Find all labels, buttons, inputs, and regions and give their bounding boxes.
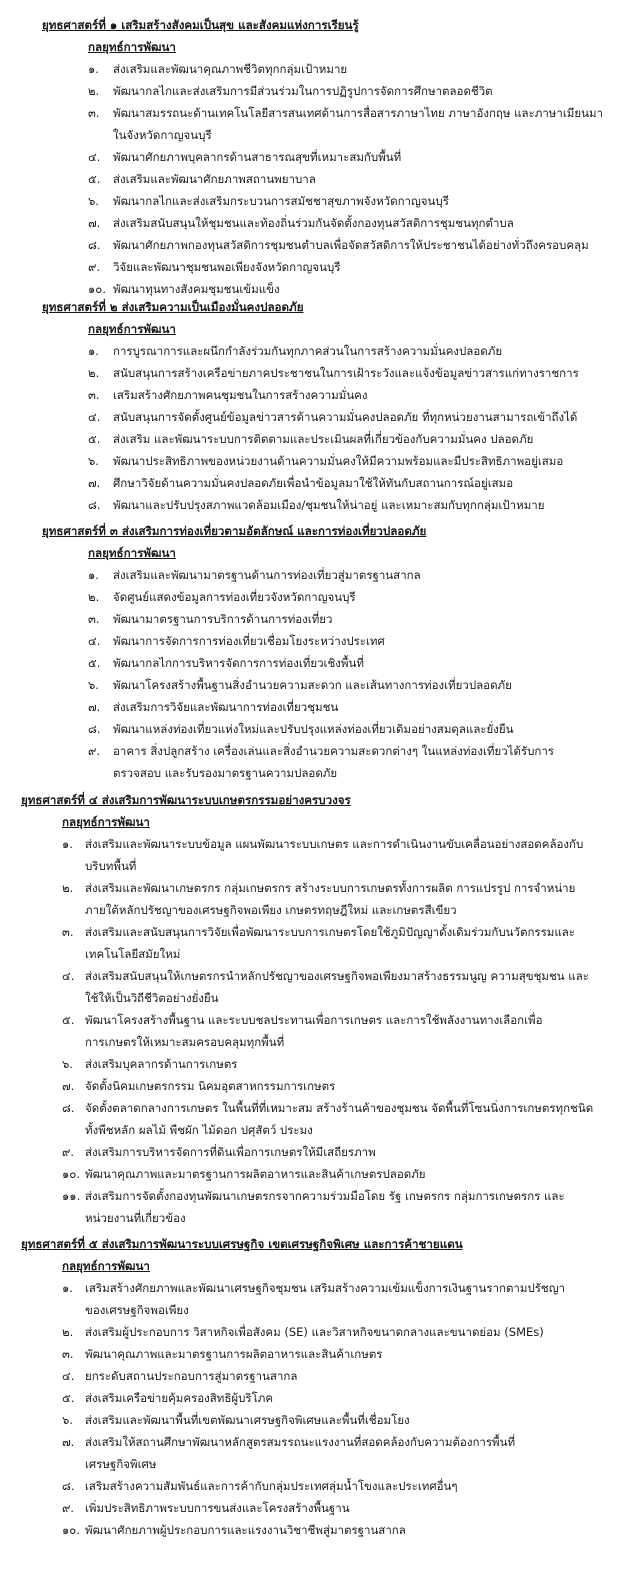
item-number: ๖. [62,1057,73,1071]
item-text: ทั้งพืชหลัก ผลไม้ พืชผัก ไม้ดอก ปศุสัตว์ ประมง [85,1123,313,1137]
item-text: ส่งเสริมและพัฒนามาตรฐานด้านการท่องเที่ยวสู่มาตรฐานสากล [113,568,421,582]
list-item [0,1343,626,1365]
item-number: ๑๐. [88,282,106,296]
list-item [0,1321,626,1343]
item-number: ๙. [62,1145,75,1159]
item-number: ๓. [88,106,100,120]
item-text: การเกษตรให้เหมาะสมครอบคลุมทุกพื้นที่ [85,1035,285,1049]
item-text: ส่งเสริมและพัฒนาเกษตรกร กลุ่มเกษตรกร สร้างระบบการเกษตรทั้งการผลิต การแปรรูป การจำหน่าย [85,881,576,895]
list-item [0,1387,626,1409]
item-text: จัดศูนย์แสดงข้อมูลการท่องเที่ยวจังหวัดกาญจนบุรี [113,590,356,604]
list-item [0,212,626,234]
item-text: ยกระดับสถานประกอบการสู่มาตรฐานสากล [85,1369,298,1383]
item-text: จัดตั้งนิคมเกษตรกรรม นิคมอุตสาหกรรมการเกษตร [85,1079,336,1093]
item-number: ๔. [88,150,101,164]
list-item [0,921,626,965]
item-text: วิจัยและพัฒนาชุมชนพอเพียงจังหวัดกาญจนบุรี [113,260,341,274]
item-number: ๓. [62,1347,74,1361]
list-item [0,877,626,921]
list-item [0,1097,626,1141]
strategy-2 [0,296,626,516]
list-item [0,1185,626,1229]
list-item [0,674,626,696]
item-number: ๘. [88,498,101,512]
strategy-subtitle: กลยุทธ์การพัฒนา [88,40,176,54]
item-number: ๒. [88,84,100,98]
list-item [0,362,626,384]
list-item [0,564,626,586]
item-text: พัฒนาและปรับปรุงสภาพแวดล้อมเมือง/ชุมชนให้น่าอยู่ และเหมาะสมกับทุกกลุ่มเป้าหมาย [113,498,545,512]
item-text: เทคโนโลยีสมัยใหม่ [85,947,181,961]
strategy-subtitle: กลยุทธ์การพัฒนา [62,1259,150,1273]
list-item [0,494,626,516]
item-number: ๗. [62,1435,75,1449]
item-text: ส่งเสริมและพัฒนาระบบข้อมูล แผนพัฒนาระบบเกษตร และการดำเนินงานขับเคลื่อนอย่างสอดคล้องกับ [85,837,584,851]
item-text: พัฒนากลไกและส่งเสริมการมีส่วนร่วมในการปฏิรูปการจัดการศึกษาตลอดชีวิต [113,84,493,98]
item-number: ๒. [62,881,74,895]
list-item [0,586,626,608]
strategy-list [0,340,626,516]
item-number: ๔. [62,1369,75,1383]
list-item [0,1431,626,1475]
item-text: ส่งเสริมการบริหารจัดการที่ดินเพื่อการเกษตรให้มีเสถียรภาพ [85,1145,376,1159]
item-text: หน่วยงานที่เกี่ยวข้อง [85,1211,186,1225]
item-number: ๕. [62,1391,75,1405]
item-number: ๔. [62,969,75,983]
list-item [0,1365,626,1387]
item-text: พัฒนาสมรรถนะด้านเทคโนโลยีสารสนเทศด้านการสื่อสารภาษาไทย ภาษาอังกฤษ และภาษาเมียนมา [113,106,603,120]
list-item [0,1475,626,1497]
list-item [0,256,626,278]
item-text: ส่งเสริม และพัฒนาระบบการติดตามและประเมินผลที่เกี่ยวข้องกับความมั่นคง ปลอดภัย [113,432,534,446]
list-item [0,58,626,80]
item-text: พัฒนาประสิทธิภาพของหน่วยงานด้านความมั่นคงให้มีความพร้อมและมีประสิทธิภาพอยู่เสมอ [113,454,564,468]
item-number: ๒. [88,366,100,380]
item-text: พัฒนาคุณภาพและมาตรฐานการผลิตอาหารและสินค้าเกษตร [85,1347,383,1361]
item-number: ๓. [88,612,100,626]
item-text: เสริมสร้างศักยภาพและพัฒนาเศรษฐกิจชุมชน เสริมสร้างความเข้มแข็งการเงินฐานรากตามปรัชญา [85,1281,565,1295]
item-number: ๕. [62,1013,75,1027]
list-item [0,102,626,146]
item-number: ๗. [88,476,101,490]
strategy-list [0,564,626,784]
item-number: ๖. [62,1413,73,1427]
list-item [0,384,626,406]
item-number: ๒. [62,1325,74,1339]
item-number: ๔. [88,410,101,424]
item-number: ๕. [88,172,101,186]
item-number: ๙. [88,744,101,758]
item-text: พัฒนากลไกและส่งเสริมกระบวนการสมัชชาสุขภาพจังหวัดกาญจนบุรี [113,194,449,208]
item-number: ๖. [88,194,99,208]
item-number: ๒. [88,590,100,604]
item-number: ๙. [62,1501,75,1515]
item-text: เพิ่มประสิทธิภาพระบบการขนส่งและโครงสร้างพื้นฐาน [85,1501,350,1515]
item-text: พัฒนาศักยภาพบุคลากรด้านสาธารณสุขที่เหมาะสมกับพื้นที่ [113,150,402,164]
item-number: ๑. [88,62,99,76]
list-item [0,696,626,718]
item-text: ภายใต้หลักปรัชญาของเศรษฐกิจพอเพียง เกษตรทฤษฎีใหม่ และเกษตรสีเขียว [85,903,457,917]
strategy-1 [0,14,626,300]
item-text: เสริมสร้างศักยภาพคนชุมชนในการสร้างความมั่นคง [113,388,368,402]
item-text: ส่งเสริมและพัฒนาคุณภาพชีวิตทุกกลุ่มเป้าหมาย [113,62,348,76]
item-text: สนับสนุนการสร้างเครือข่ายภาคประชาชนในการเฝ้าระวังและแจ้งข้อมูลข่าวสารแก่ทางราชการ [113,366,579,380]
item-number: ๑๐. [62,1167,80,1181]
item-text: ส่งเสริมการวิจัยและพัฒนาการท่องเที่ยวชุมชน [113,700,339,714]
item-text: ส่งเสริมและพัฒนาศักยภาพสถานพยาบาล [113,172,316,186]
list-item [0,1277,626,1321]
item-number: ๘. [88,238,101,252]
item-text: ใช้ให้เป็นวิถีชีวิตอย่างยั่งยืน [85,991,219,1005]
item-text: ส่งเสริมเครือข่ายคุ้มครองสิทธิผู้บริโภค [85,1391,274,1405]
list-item [0,340,626,362]
item-text: ส่งเสริมบุคลากรด้านการเกษตร [85,1057,238,1071]
list-item [0,190,626,212]
strategy-title: ยุทธศาสตร์ที่ ๓ ส่งเสริมการท่องเที่ยวตามอัตลักษณ์ และการท่องเที่ยวปลอดภัย [42,524,427,538]
list-item [0,740,626,784]
item-text: ส่งเสริมและสนับสนุนการวิจัยเพื่อพัฒนาระบบการเกษตรโดยใช้ภูมิปัญญาดั้งเดิมร่วมกับนวัตกรรมและ [85,925,575,939]
list-item [0,428,626,450]
item-text: ศึกษาวิจัยด้านความมั่นคงปลอดภัยเพื่อนำข้อมูลมาใช้ให้ทันกับสถานการณ์อยู่เสมอ [113,476,514,490]
item-text: บริบทพื้นที่ [85,859,137,873]
list-item [0,450,626,472]
item-text: พัฒนาโครงสร้างพื้นฐานสิ่งอำนวยความสะดวก และเส้นทางการท่องเที่ยวปลอดภัย [113,678,512,692]
item-text: ในจังหวัดกาญจนบุรี [113,128,212,142]
strategy-subtitle: กลยุทธ์การพัฒนา [88,546,176,560]
strategy-list [0,58,626,300]
item-text: พัฒนาทุนทางสังคมชุมชนเข้มแข็ง [113,282,280,296]
strategy-title: ยุทธศาสตร์ที่ ๔ ส่งเสริมการพัฒนาระบบเกษตรกรรมอย่างครบวงจร [21,793,351,807]
item-text: พัฒนาแหล่งท่องเที่ยวแห่งใหม่และปรับปรุงแหล่งท่องเที่ยวเดิมอย่างสมดุลและยั่งยืน [113,722,514,736]
item-text: ส่งเสริมสนับสนุนให้เกษตรกรนำหลักปรัชญาของเศรษฐกิจพอเพียงมาสร้างธรรมนูญ ความสุขชุมชน และ [85,969,589,983]
strategy-5 [0,1233,626,1541]
strategy-4 [0,789,626,1229]
item-number: ๖. [88,678,99,692]
item-number: ๕. [88,656,101,670]
list-item [0,1053,626,1075]
item-number: ๑. [88,568,99,582]
item-text: ส่งเสริมสนับสนุนให้ชุมชนและท้องถิ่นร่วมกันจัดตั้งกองทุนสวัสดิการชุมชนทุกตำบล [113,216,514,230]
item-text: ส่งเสริมและพัฒนาพื้นที่เขตพัฒนาเศรษฐกิจพิเศษและพื้นที่เชื่อมโยง [85,1413,410,1427]
item-text: ส่งเสริมให้สถานศึกษาพัฒนาหลักสูตรสมรรถนะแรงงานที่สอดคล้องกับความต้องการพื้นที่ [85,1435,516,1449]
list-item [0,1009,626,1053]
item-text: พัฒนาศักยภาพกองทุนสวัสดิการชุมชนตำบลเพื่อจัดสวัสดิการให้ประชาชนได้อย่างทั่วถึงครอบคลุม [113,238,589,252]
list-item [0,652,626,674]
list-item [0,1141,626,1163]
item-number: ๗. [62,1079,75,1093]
list-item [0,718,626,740]
item-number: ๑. [62,837,73,851]
list-item [0,965,626,1009]
strategy-list [0,833,626,1229]
list-item [0,146,626,168]
item-number: ๑๐. [62,1523,80,1537]
item-number: ๗. [88,216,101,230]
item-number: ๓. [88,388,100,402]
item-text: พัฒนาศักยภาพผู้ประกอบการและแรงงานวิชาชีพสู่มาตรฐานสากล [85,1523,406,1537]
item-text: ส่งเสริมผู้ประกอบการ วิสาหกิจเพื่อสังคม (SE) และวิสาหกิจขนาดกลางและขนาดย่อม (SMEs) [85,1325,544,1339]
item-number: ๘. [62,1101,75,1115]
item-text: อาคาร สิ่งปลูกสร้าง เครื่องเล่นและสิ่งอำนวยความสะดวกต่างๆ ในแหล่งท่องเที่ยวได้รับการ [113,744,554,758]
item-number: ๑. [62,1281,73,1295]
item-number: ๔. [88,634,101,648]
list-item [0,1519,626,1541]
item-text: พัฒนามาตรฐานการบริการด้านการท่องเที่ยว [113,612,333,626]
item-number: ๕. [88,432,101,446]
item-number: ๖. [88,454,99,468]
list-item [0,234,626,256]
list-item [0,608,626,630]
item-text: พัฒนาคุณภาพและมาตรฐานการผลิตอาหารและสินค้าเกษตรปลอดภัย [85,1167,426,1181]
item-text: เสริมสร้างความสัมพันธ์และการค้ากับกลุ่มประเทศลุ่มน้ำโขงและประเทศอื่นๆ [85,1479,458,1493]
strategy-title: ยุทธศาสตร์ที่ ๕ ส่งเสริมการพัฒนาระบบเศรษฐกิจ เขตเศรษฐกิจพิเศษ และการค้าชายแดน [21,1237,463,1251]
item-text: ของเศรษฐกิจพอเพียง [85,1303,189,1317]
item-text: จัดตั้งตลาดกลางการเกษตร ในพื้นที่ที่เหมาะสม สร้างร้านค้าของชุมชน จัดพื้นที่โซนนิ่งการเกษตรทุกชนิด [85,1101,594,1115]
item-text: พัฒนาโครงสร้างพื้นฐาน และระบบชลประทานเพื่อการเกษตร และการใช้พลังงานทางเลือกเพื่อ [85,1013,543,1027]
list-item [0,406,626,428]
item-number: ๗. [88,700,101,714]
strategy-title: ยุทธศาสตร์ที่ ๑ เสริมสร้างสังคมเป็นสุข และสังคมแห่งการเรียนรู้ [42,18,359,32]
item-text: พัฒนาการจัดการการท่องเที่ยวเชื่อมโยงระหว่างประเทศ [113,634,385,648]
item-text: พัฒนากลไกการบริหารจัดการการท่องเที่ยวเชิงพื้นที่ [113,656,364,670]
item-number: ๙. [88,260,101,274]
list-item [0,1409,626,1431]
item-text: ส่งเสริมการจัดตั้งกองทุนพัฒนาเกษตรกรจากความร่วมมือโดย รัฐ เกษตรกร กลุ่มการเกษตรกร และ [85,1189,565,1203]
list-item [0,80,626,102]
item-number: ๓. [62,925,74,939]
list-item [0,472,626,494]
list-item [0,168,626,190]
list-item [0,1497,626,1519]
strategy-list [0,1277,626,1541]
strategy-3 [0,520,626,784]
list-item [0,1075,626,1097]
strategy-subtitle: กลยุทธ์การพัฒนา [62,815,150,829]
item-text: การบูรณาการและผนึกกำลังร่วมกันทุกภาคส่วนในการสร้างความมั่นคงปลอดภัย [113,344,503,358]
item-number: ๘. [88,722,101,736]
item-number: ๑๑. [62,1189,81,1203]
item-text: ตรวจสอบ และรับรองมาตรฐานความปลอดภัย [113,766,338,780]
strategy-subtitle: กลยุทธ์การพัฒนา [88,322,176,336]
list-item [0,1163,626,1185]
list-item [0,833,626,877]
strategy-title: ยุทธศาสตร์ที่ ๒ ส่งเสริมความเป็นเมืองมั่นคงปลอดภัย [42,300,304,314]
item-number: ๑. [88,344,99,358]
item-text: เศรษฐกิจพิเศษ [85,1457,157,1471]
item-text: สนับสนุนการจัดตั้งศูนย์ข้อมูลข่าวสารด้านความมั่นคงปลอดภัย ที่ทุกหน่วยงานสามารถเข้าถึงได้ [113,410,578,424]
item-number: ๘. [62,1479,75,1493]
list-item [0,630,626,652]
